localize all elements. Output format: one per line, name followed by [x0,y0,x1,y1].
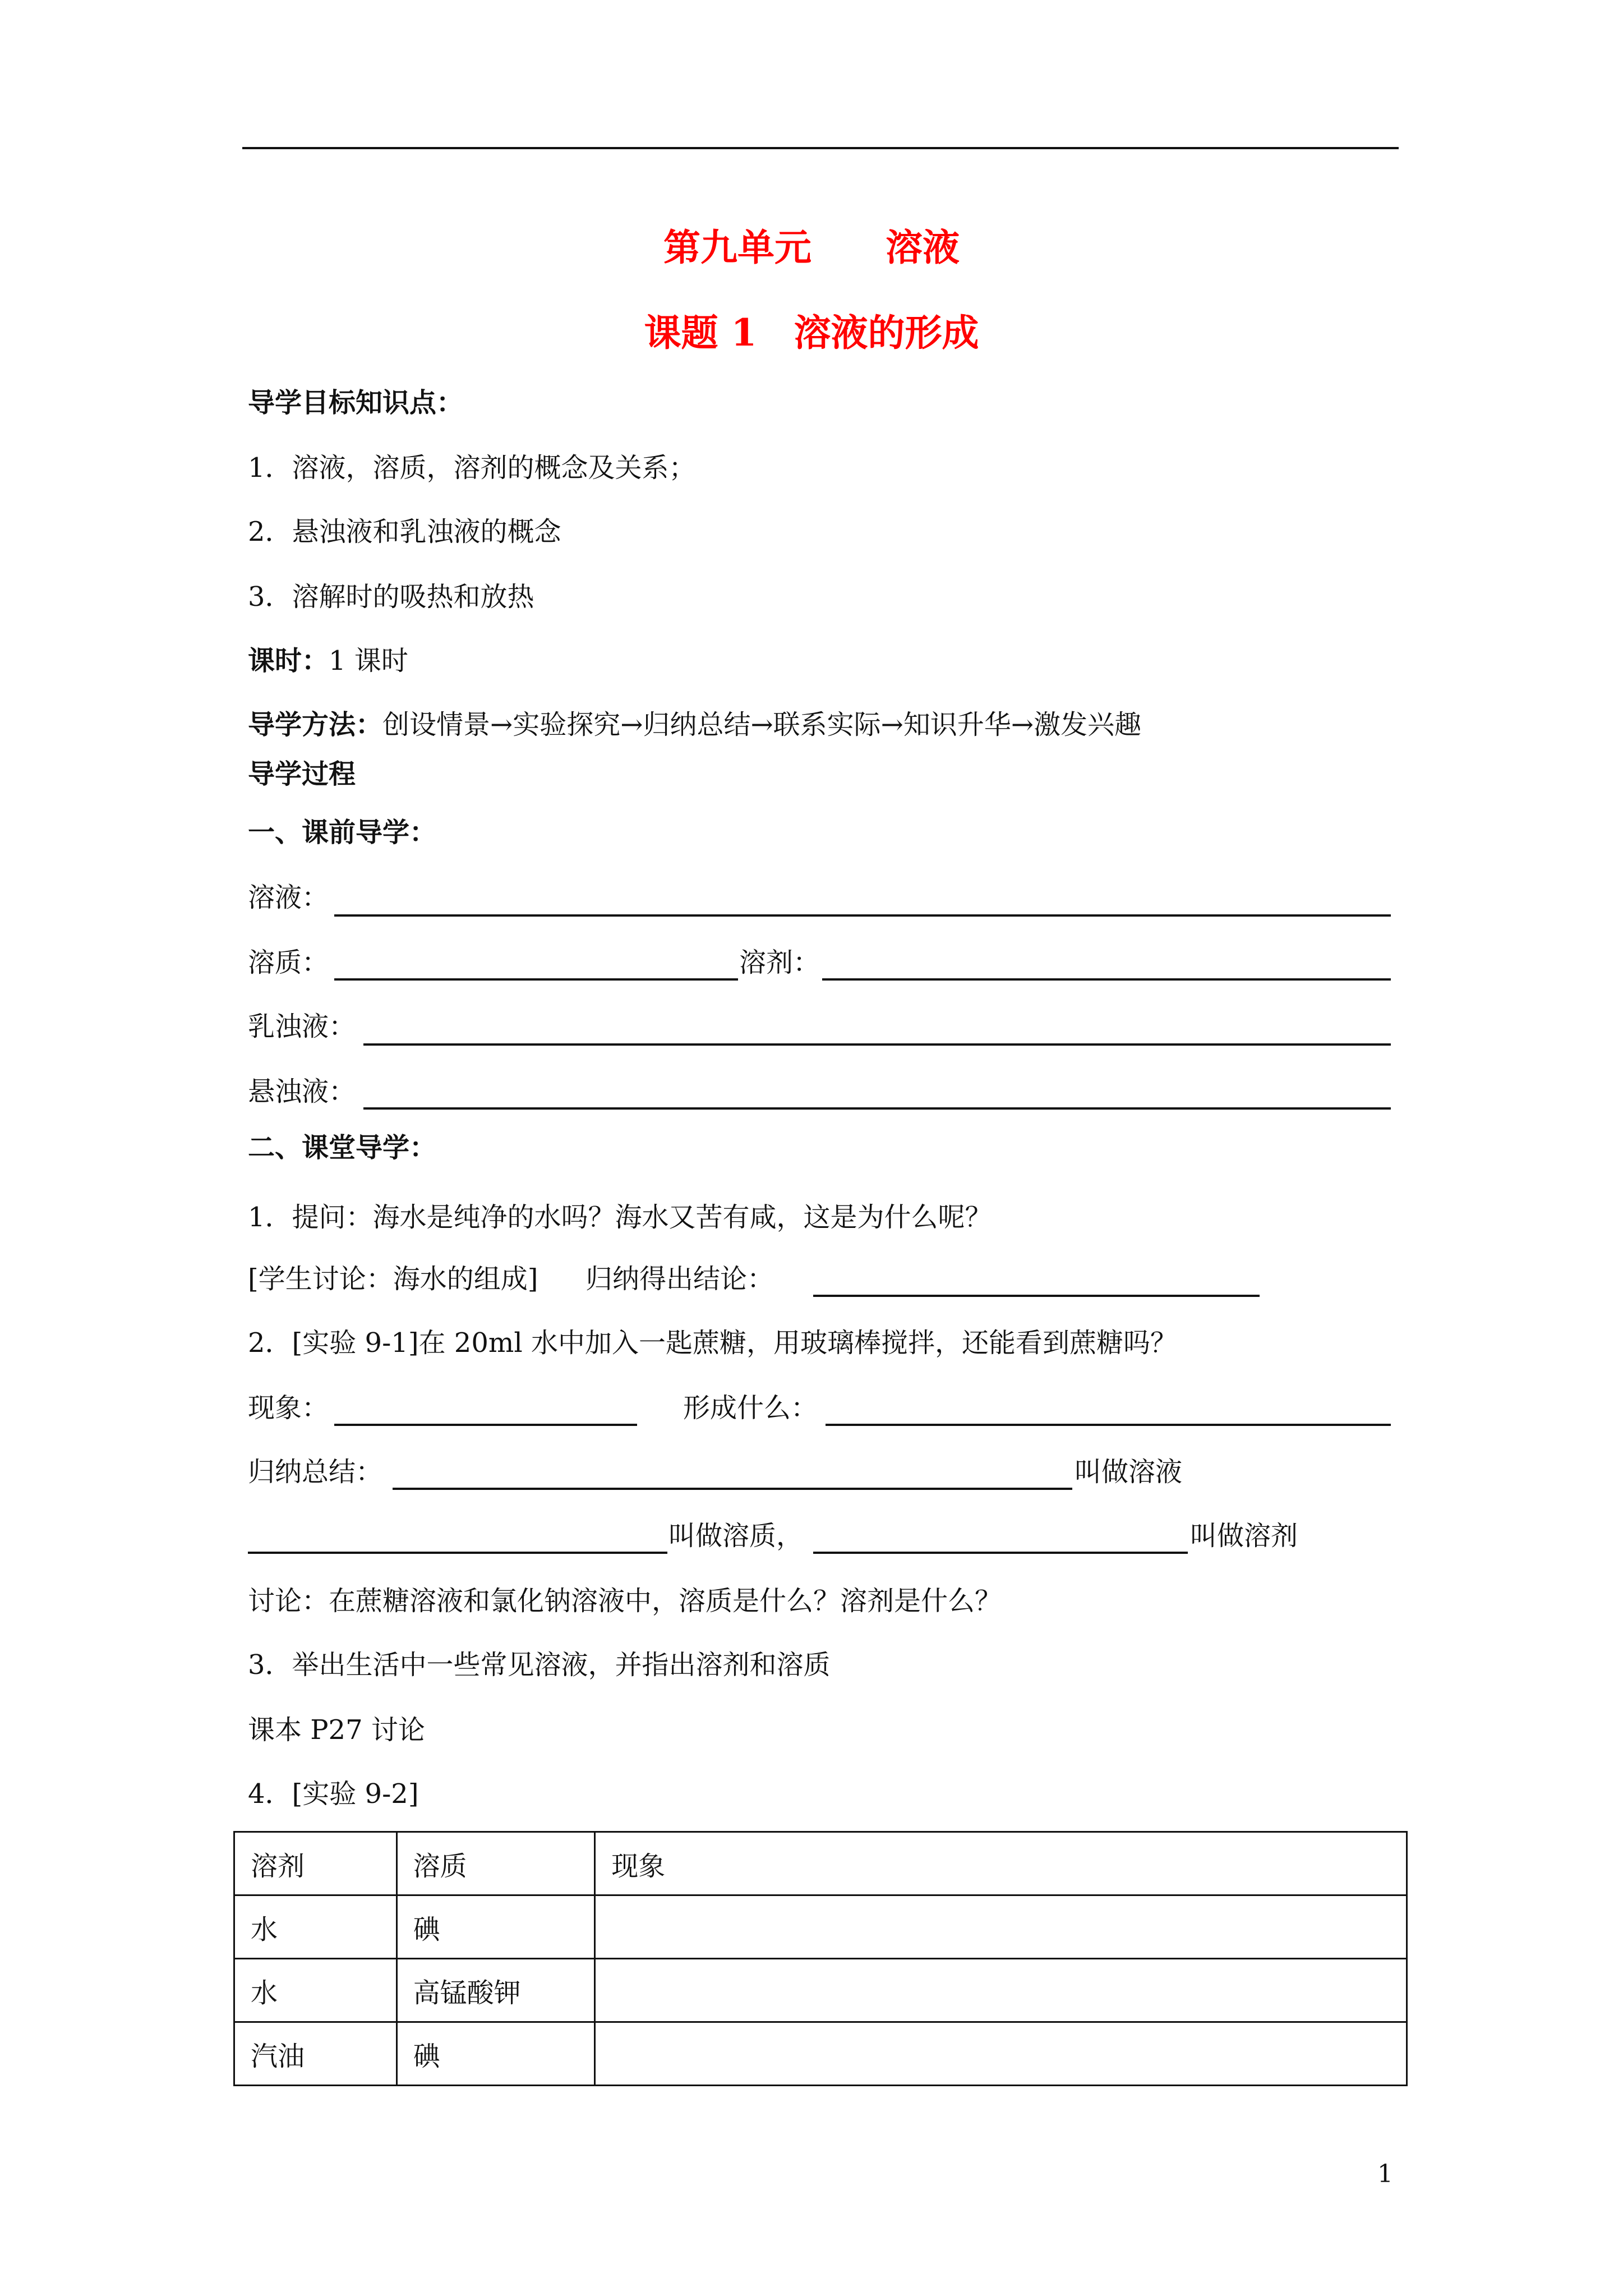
cell-solvent: 汽油 [234,2022,397,2086]
objective-item: 2．悬浊液和乳浊液的概念 [248,516,561,547]
cell-phenomenon[interactable] [595,2022,1407,2086]
forms-label: 形成什么： [683,1392,818,1424]
solvent-blank[interactable] [822,978,1391,981]
cell-solute: 高锰酸钾 [396,1959,595,2022]
question-2: 2．[实验 9-1]在 20ml 水中加入一匙蔗糖，用玻璃棒搅拌，还能看到蔗糖吗？ [248,1327,1178,1359]
page-number: 1 [1377,2160,1393,2188]
process-heading: 导学过程 [248,758,356,790]
duration-label: 课时： [248,645,329,677]
cell-solute: 碘 [396,2022,595,2086]
header-solute: 溶质 [396,1832,595,1895]
objective-item: 3．溶解时的吸热和放热 [248,581,534,613]
method-label: 导学方法： [248,709,383,740]
called-solvent: 叫做溶剂 [1190,1520,1298,1552]
phenomenon-label: 现象： [248,1392,329,1424]
cell-phenomenon[interactable] [595,1895,1407,1959]
unit-title: 第九单元 溶液 [663,226,960,269]
discussion: 讨论：在蔗糖溶液和氯化钠溶液中，溶质是什么？溶剂是什么？ [248,1585,1002,1617]
suspension-blank[interactable] [363,1107,1391,1110]
phenomenon-blank[interactable] [334,1424,637,1426]
summary-solution-blank[interactable] [393,1488,1072,1490]
called-solute: 叫做溶质， [668,1520,804,1552]
header-solvent: 溶剂 [234,1832,397,1895]
experiment-table [233,1831,1408,2086]
forms-blank[interactable] [826,1424,1391,1426]
lesson-title: 课题 1 溶液的形成 [644,311,979,355]
method-value: 创设情景→实验探究→归纳总结→联系实际→知识升华→激发兴趣 [382,709,1142,740]
table-row [234,2022,1407,2086]
solution-blank[interactable] [334,914,1391,917]
question-4: 4．[实验 9-2] [248,1778,419,1810]
emulsion-blank[interactable] [363,1043,1391,1046]
textbook-reference: 课本 P27 讨论 [248,1714,425,1746]
question-3: 3．举出生活中一些常见溶液，并指出溶剂和溶质 [248,1649,831,1681]
q1-conclusion-label: 归纳得出结论： [585,1263,774,1295]
question-1: 1．提问：海水是纯净的水吗？海水又苦有咸，这是为什么呢？ [248,1202,992,1233]
solute-label: 溶质： [248,947,329,978]
cell-solvent: 水 [234,1959,397,2022]
header-rule [242,147,1399,149]
in-class-heading: 二、课堂导学： [248,1132,437,1163]
method-line [248,708,1141,742]
solute-definition-blank[interactable] [248,1552,667,1554]
solvent-label: 溶剂： [739,947,820,978]
objectives-heading: 导学目标知识点： [248,387,464,418]
cell-solute: 碘 [396,1895,595,1959]
duration-value: 1 课时 [329,645,408,677]
conclusion-blank[interactable] [813,1295,1260,1297]
suspension-label: 悬浊液： [248,1076,356,1107]
objective-item: 1．溶液，溶质，溶剂的概念及关系； [248,452,696,484]
table-row [234,1895,1407,1959]
pre-class-heading: 一、课前导学： [248,817,437,848]
summary-label: 归纳总结： [248,1456,383,1488]
table-row [234,1959,1407,2022]
solvent-definition-blank[interactable] [813,1552,1188,1554]
header-phenomenon: 现象 [595,1832,1407,1895]
cell-solvent: 水 [234,1895,397,1959]
q1-discussion: [学生讨论：海水的组成] [248,1263,538,1295]
cell-phenomenon[interactable] [595,1959,1407,2022]
called-solution: 叫做溶液 [1075,1456,1183,1488]
solute-blank[interactable] [334,978,738,981]
duration-line [248,644,408,678]
table-header-row [234,1832,1407,1895]
solution-label: 溶液： [248,882,329,913]
emulsion-label: 乳浊液： [248,1011,356,1042]
